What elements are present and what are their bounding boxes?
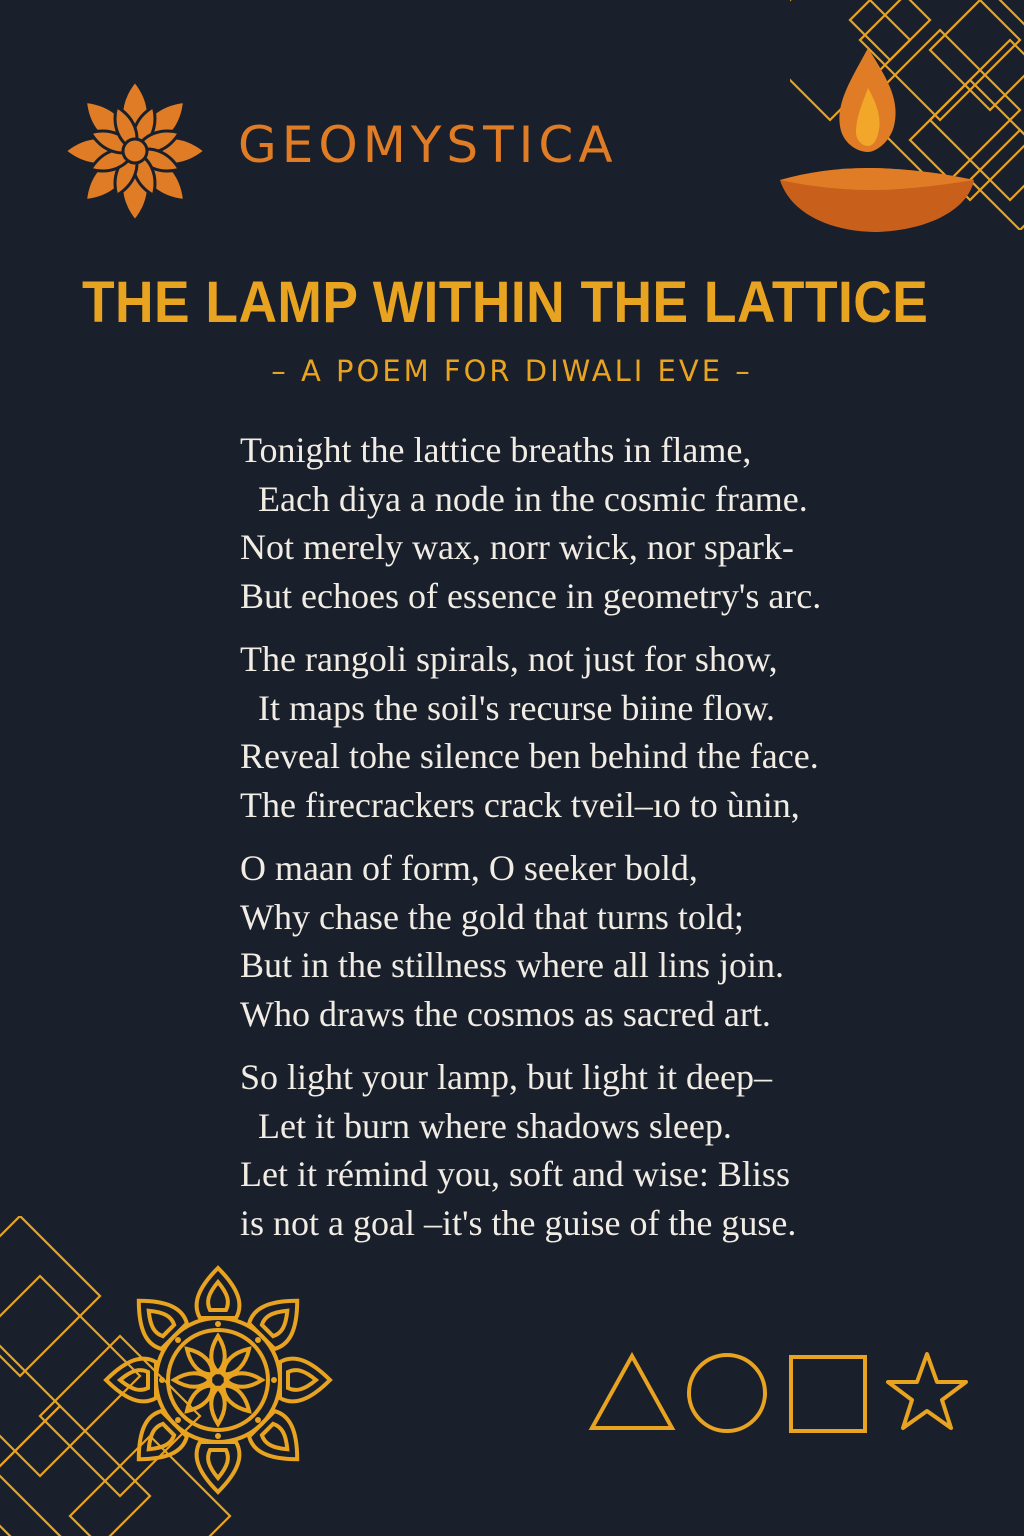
poem-line: Who draws the cosmos as sacred art.	[240, 993, 771, 1034]
poem-line: It maps the soil's recurse biine flow.	[258, 687, 776, 728]
lotus-icon	[60, 76, 210, 226]
poem-line: is not a goal –it's the guise of the guse.	[240, 1202, 797, 1243]
diya-lamp-icon	[778, 40, 978, 240]
stanza	[240, 426, 940, 620]
poem-line: Reveal tohe silence ben behind the face.	[240, 736, 819, 776]
poem-line: Let it burn where shadows sleep.	[258, 1105, 732, 1146]
brand-name: GEOMYSTICA	[238, 116, 618, 174]
poem-line: But in the stillness where all lins join.	[240, 945, 784, 985]
circle-icon	[686, 1352, 768, 1434]
poem-line: The rangoli spirals, not just for show,	[240, 639, 778, 679]
poem-line: But echoes of essence in geometry's arc.	[240, 575, 822, 616]
poem-line: The firecrackers crack tveil–ıo to ùnin,	[240, 784, 800, 825]
page-title: THE LAMP WITHIN THE LATTICE	[82, 269, 929, 335]
poem-line: Tonight the lattice breaths in flame,	[240, 430, 752, 470]
subtitle: – A POEM FOR DIWALI EVE –	[271, 354, 753, 388]
stanza	[240, 1053, 940, 1247]
stanza	[240, 844, 940, 1038]
poem-line: So light your lamp, but light it deep–	[240, 1057, 772, 1097]
star-icon	[884, 1350, 970, 1432]
poem-body	[240, 426, 940, 1262]
title-row	[72, 262, 972, 342]
mandala-icon	[100, 1262, 336, 1498]
square-icon	[788, 1354, 868, 1434]
poem-line: Not merely wax, norr wick, nor spark-	[240, 527, 794, 567]
stanza	[240, 635, 940, 829]
poem-line: O maan of form, O seeker bold,	[240, 848, 698, 888]
poem-line: Each diya a node in the cosmic frame.	[258, 478, 808, 519]
poem-line: Let it rémind you, soft and wise: Bliss	[240, 1154, 790, 1194]
poem-line: Why chase the gold that turns told;	[240, 896, 744, 937]
triangle-icon	[588, 1352, 676, 1432]
